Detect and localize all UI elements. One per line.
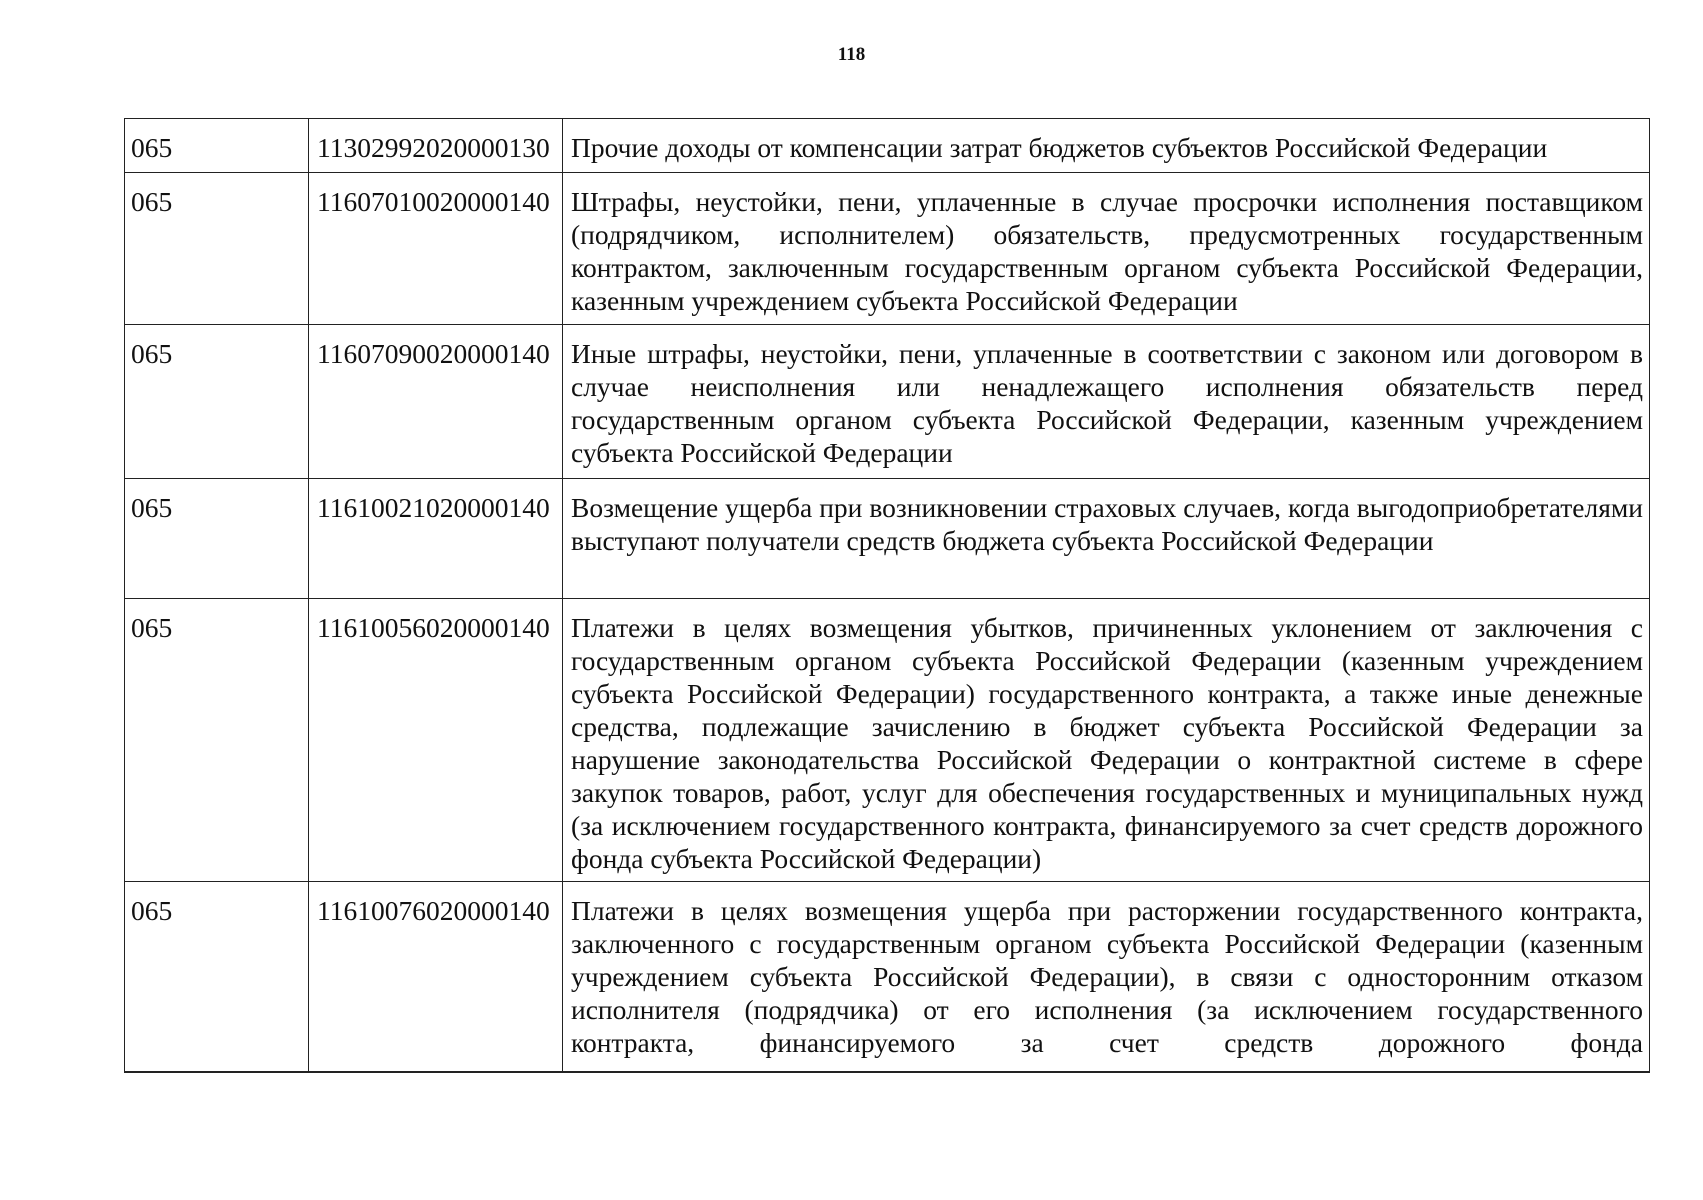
description-cell: Платежи в целях возмещения ущерба при расторжении государственного контракта, заключенного с государственным органом субъекта Российской Федерации (казенным учреждением субъекта Российской Федерации), в связи с односторонним отказом исполнителя (подрядчика) от его исполнения (за исключением государственного контракта, финансируемого за счет средств дорожного фонда <box>563 882 1650 1072</box>
revenue-code-cell: 11607010020000140 <box>309 173 563 325</box>
admin-code-cell: 065 <box>125 599 309 882</box>
table-row <box>125 173 1650 325</box>
revenue-code-cell: 11610021020000140 <box>309 479 563 599</box>
description-cell: Возмещение ущерба при возникновении страховых случаев, когда выгодоприобретателями выступают получатели средств бюджета субъекта Российской Федерации <box>563 479 1650 599</box>
description-cell: Иные штрафы, неустойки, пени, уплаченные в соответствии с законом или договором в случае неисполнения или ненадлежащего исполнения обязательств перед государственным органом субъекта Российской Федерации, казенным учреждением субъекта Российской Федерации <box>563 325 1650 479</box>
table-row <box>125 882 1650 1072</box>
revenue-code-cell: 11607090020000140 <box>309 325 563 479</box>
admin-code-cell: 065 <box>125 173 309 325</box>
admin-code-cell: 065 <box>125 479 309 599</box>
admin-code-cell: 065 <box>125 119 309 173</box>
table-row <box>125 599 1650 882</box>
description-cell: Платежи в целях возмещения убытков, причиненных уклонением от заключения с государственным органом субъекта Российской Федерации (казенным учреждением субъекта Российской Федерации) государственного контракта, а также иные денежные средства, подлежащие зачислению в бюджет субъекта Российской Федерации за нарушение законодательства Российской Федерации о контрактной системе в сфере закупок товаров, работ, услуг для обеспечения государственных и муниципальных нужд (за исключением государственного контракта, финансируемого за счет средств дорожного фонда субъекта Российской Федерации) <box>563 599 1650 882</box>
admin-code-cell: 065 <box>125 325 309 479</box>
page-number: 118 <box>837 44 866 65</box>
revenue-code-cell: 11610076020000140 <box>309 882 563 1072</box>
revenue-code-cell: 11610056020000140 <box>309 599 563 882</box>
description-cell: Прочие доходы от компенсации затрат бюджетов субъектов Российской Федерации <box>563 119 1650 173</box>
revenue-code-cell: 11302992020000130 <box>309 119 563 173</box>
budget-revenue-table <box>124 118 1650 1073</box>
table-row <box>125 479 1650 599</box>
table-row <box>125 325 1650 479</box>
table-row <box>125 119 1650 173</box>
admin-code-cell: 065 <box>125 882 309 1072</box>
description-cell: Штрафы, неустойки, пени, уплаченные в случае просрочки исполнения поставщиком (подрядчиком, исполнителем) обязательств, предусмотренных государственным контрактом, заключенным государственным органом субъекта Российской Федерации, казенным учреждением субъекта Российской Федерации <box>563 173 1650 325</box>
